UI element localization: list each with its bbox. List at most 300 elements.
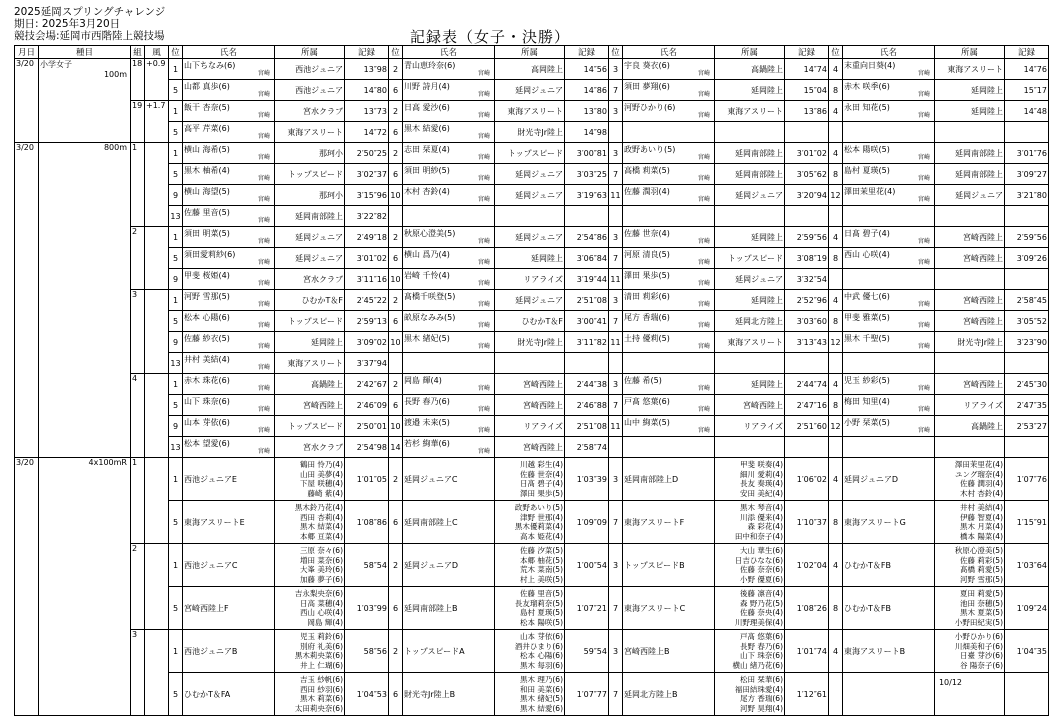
athlete-name: 清田 莉彩(6) [624,292,670,301]
team-member: 佐藤 潤羽(4) [959,479,1003,488]
place-cell: 12 [829,185,843,206]
place-cell: 2 [389,630,403,673]
place-cell: 6 [389,587,403,630]
prefecture: 宮崎 [917,238,930,245]
team-member: 髙橋 莉愛(5) [959,565,1003,574]
affiliation-cell: リアライズ [715,416,785,437]
team-member: 黒木 琴音(4) [739,503,783,512]
record-cell: 2′58″74 [565,437,609,458]
team-member: 松本 心陽(6) [519,651,563,660]
athlete-name: 松本 心陽(6) [184,313,230,322]
affiliation-cell: 延岡南部陸上 [275,206,345,227]
affiliation-cell: トップスピード [275,164,345,185]
affiliation-cell: 東海アスリート [275,353,345,374]
record-cell: 58″56 [345,630,389,673]
affiliation-cell: 宮崎西陸上 [935,311,1005,332]
place-cell: 1 [169,227,183,248]
place-cell: 6 [389,164,403,185]
record-cell: 15″04 [785,80,829,101]
team-member: 佐藤 奈奈(6) [739,565,783,574]
athlete-name: 高橋 莉菜(5) [624,166,670,175]
prefecture: 宮崎 [257,427,270,434]
athlete-cell [183,206,275,227]
affiliation-cell: 高岡陸上 [495,59,565,80]
team-member: 岡島 輝(4) [307,617,343,627]
athlete-cell [403,353,495,374]
place-cell [609,437,623,458]
athlete-cell [183,101,275,122]
event-distance: 100m [103,70,127,79]
prefecture: 宮崎 [257,217,270,224]
team-members [495,501,565,544]
record-cell: 2′51″08 [565,290,609,311]
affiliation-cell: 財光寺Jr陸上 [495,122,565,143]
team-name: 西池ジュニアE [183,458,275,501]
team-members [275,544,345,587]
team-member: 大峯 美玲(6) [299,565,343,574]
wind-reading [145,374,169,458]
athlete-cell [183,80,275,101]
result-row [15,101,1049,122]
record-cell: 2′59″56 [1005,227,1049,248]
team-member: 太田莉央奈(6) [294,703,343,713]
team-member: 秋原心澄美(5) [954,546,1003,555]
team-member: 西山 心咲(4) [299,608,343,617]
record-cell [1005,206,1049,227]
record-cell: 2′50″25 [345,143,389,164]
place-cell: 10 [389,416,403,437]
record-cell: 2′47″16 [785,395,829,416]
affiliation-cell: 延岡ジュニア [495,227,565,248]
record-cell: 3′01″02 [345,248,389,269]
wind-reading [145,143,169,227]
col-affiliation: 所属 [715,46,785,59]
place-cell: 8 [829,395,843,416]
athlete-cell [623,353,715,374]
record-cell: 1′04″35 [1005,630,1049,673]
affiliation-cell: 宮崎西陸上 [935,374,1005,395]
affiliation-cell: 延岡陸上 [715,290,785,311]
place-cell: 6 [389,80,403,101]
affiliation-cell: 延岡陸上 [715,374,785,395]
heat-number: 19 [131,101,145,143]
athlete-cell [623,395,715,416]
athlete-cell [843,59,935,80]
athlete-cell [403,122,495,143]
record-cell: 1′15″91 [1005,501,1049,544]
col-name: 氏名 [403,46,495,59]
result-row [15,395,1049,416]
place-cell: 1 [169,544,183,587]
athlete-cell [183,143,275,164]
affiliation-cell: 西池ジュニア [275,80,345,101]
record-cell: 13″86 [785,101,829,122]
place-cell: 13 [169,437,183,458]
place-cell: 7 [609,501,623,544]
athlete-cell [623,185,715,206]
team-member: 和田 美菜(6) [519,684,563,694]
prefecture: 宮崎 [697,112,710,119]
place-cell: 2 [389,101,403,122]
record-cell: 3′09″26 [1005,248,1049,269]
affiliation-cell: 延岡南部陸上 [715,164,785,185]
col-record: 記録 [565,46,609,59]
team-members [275,587,345,630]
place-cell: 1 [169,458,183,501]
place-cell: 5 [169,122,183,143]
affiliation-cell: 延岡陸上 [715,80,785,101]
affiliation-cell [935,269,1005,290]
record-cell: 1′00″54 [565,544,609,587]
team-member: 川畑美和子(6) [954,641,1003,651]
affiliation-cell: 宮崎西陸上 [715,395,785,416]
record-cell: 2′45″30 [1005,374,1049,395]
team-member: 福田結珠愛(4) [734,684,783,694]
team-member: 吉玉 紗帆(6) [299,675,343,684]
prefecture: 宮崎 [477,196,490,203]
prefecture: 宮崎 [477,133,490,140]
record-cell: 3′20″94 [785,185,829,206]
team-member: 山田 美夢(4) [299,469,343,479]
prefecture: 宮崎 [917,175,930,182]
team-member: 戸髙 悠葉(6) [739,632,783,641]
team-name: トップスピードB [623,544,715,587]
place-cell [829,122,843,143]
affiliation-cell: 延岡北方陸上 [715,311,785,332]
team-member: 荒木 菜南(5) [519,565,563,574]
athlete-name: 河野ひかり(6) [624,103,676,112]
record-cell: 1′01″74 [785,630,829,673]
place-cell: 6 [389,248,403,269]
prefecture: 宮崎 [477,70,490,77]
record-cell: 14″76 [1005,59,1049,80]
athlete-cell [843,164,935,185]
result-row [15,143,1049,164]
athlete-name: 横山 爲乃(4) [404,250,450,259]
record-cell: 14″86 [565,80,609,101]
record-cell [785,353,829,374]
affiliation-cell: リアライズ [935,395,1005,416]
team-member: 田中和奈子(4) [734,531,783,541]
team-members [275,630,345,673]
team-members [275,673,345,716]
affiliation-cell: ひむかT＆F [495,311,565,332]
team-name: 延岡南部陸上B [403,587,495,630]
relay-row [15,501,1049,544]
team-member: 黒木優莉菜(4) [514,522,563,531]
athlete-name: 川野 詩月(4) [404,82,450,91]
record-cell: 2′54″86 [565,227,609,248]
athlete-cell [623,248,715,269]
athlete-name: 畝原なみみ(5) [404,313,456,322]
place-cell: 7 [609,673,623,716]
affiliation-cell: 財光寺Jr陸上 [935,332,1005,353]
place-cell: 1 [169,59,183,80]
affiliation-cell: 延岡南部陸上 [935,164,1005,185]
place-cell [389,353,403,374]
result-row [15,416,1049,437]
prefecture: 宮崎 [477,238,490,245]
affiliation-cell: 延岡ジュニア [275,248,345,269]
team-member: 横山 緒乃花(6) [732,660,783,670]
athlete-cell [403,80,495,101]
athlete-name: 松本 望愛(6) [184,439,230,448]
team-members [935,544,1005,587]
athlete-cell [403,206,495,227]
athlete-cell [183,290,275,311]
athlete-cell [843,122,935,143]
place-cell: 10 [389,269,403,290]
heat-number: 3 [131,630,145,716]
team-name: 延岡南部陸上D [623,458,715,501]
athlete-cell [403,269,495,290]
record-cell [1005,269,1049,290]
table-header-row [15,46,1049,59]
event-distance: 4x100mR [88,458,127,467]
athlete-cell [183,122,275,143]
athlete-name: 梅田 知里(4) [844,397,890,406]
affiliation-cell: 那珂小 [275,143,345,164]
athlete-name: 黒木 柚希(4) [184,166,230,175]
result-row [15,164,1049,185]
record-cell: 1′06″02 [785,458,829,501]
team-member: 黒木 結愛(6) [519,703,563,713]
col-affiliation: 所属 [935,46,1005,59]
team-member: 小野 優夏(6) [739,574,783,584]
place-cell: 9 [169,269,183,290]
place-cell: 2 [389,544,403,587]
record-cell: 2′59″13 [345,311,389,332]
athlete-cell [623,416,715,437]
team-name: 東海アスリートG [843,501,935,544]
prefecture: 宮崎 [477,280,490,287]
record-cell: 59″54 [565,630,609,673]
team-member: 橋本 陽菜(4) [959,531,1003,541]
place-cell: 4 [829,544,843,587]
team-member: 山本 芽依(6) [519,632,563,641]
place-cell: 6 [389,122,403,143]
athlete-name: 尾方 香瑞(6) [624,313,670,322]
record-cell: 3′11″82 [565,332,609,353]
affiliation-cell: 延岡陸上 [495,248,565,269]
prefecture: 宮崎 [697,385,710,392]
athlete-cell [843,101,935,122]
team-member: 澤田 果歩(5) [519,488,563,498]
athlete-name: 河野 雪那(5) [184,292,230,301]
athlete-name: 岩崎 千怜(4) [404,271,450,280]
place-cell: 4 [829,143,843,164]
team-members [275,458,345,501]
record-cell: 2′53″27 [1005,416,1049,437]
place-cell: 10 [389,332,403,353]
athlete-cell [623,122,715,143]
record-cell: 2′50″01 [345,416,389,437]
athlete-name: 若杉 絢華(6) [404,439,450,448]
wind-reading [145,227,169,290]
team-members [495,587,565,630]
athlete-cell [403,416,495,437]
prefecture: 宮崎 [697,175,710,182]
team-member: 増田 菜奈(6) [299,555,343,565]
place-cell: 3 [609,290,623,311]
affiliation-cell: 延岡ジュニア [495,185,565,206]
team-member: 川越 彩生(4) [519,460,563,469]
record-cell: 1′09″24 [1005,587,1049,630]
athlete-name: 佐藤 希(5) [624,376,662,385]
record-cell: 1′03″39 [565,458,609,501]
col-name: 氏名 [183,46,275,59]
heat-number: 2 [131,544,145,630]
team-member: 日髙 碧子(4) [519,479,563,488]
prefecture: 宮崎 [477,112,490,119]
place-cell: 11 [609,185,623,206]
athlete-cell [183,437,275,458]
athlete-name: 木村 杏鈴(4) [404,187,450,196]
record-cell: 2′47″35 [1005,395,1049,416]
athlete-name: 島村 夏瑛(5) [844,166,890,175]
team-member: 本郷 亘菜(4) [299,531,343,541]
team-member: ユング瑠奈(4) [955,469,1003,479]
team-member: 甲斐 咲奏(4) [739,460,783,469]
affiliation-cell: 延岡ジュニア [715,269,785,290]
prefecture: 宮崎 [917,427,930,434]
place-cell [829,206,843,227]
place-cell: 1 [169,143,183,164]
team-member: 日臺 芽沙(6) [959,651,1003,660]
record-cell [565,206,609,227]
place-cell [829,269,843,290]
meet-venue: 競技会場:延岡市西階陸上競技場 [14,30,165,42]
team-members [495,673,565,716]
athlete-name: 山中 絢菜(5) [624,418,670,427]
prefecture: 宮崎 [477,301,490,308]
place-cell: 3 [609,101,623,122]
prefecture: 宮崎 [257,112,270,119]
affiliation-cell [935,437,1005,458]
affiliation-cell: 宮崎西陸上 [935,248,1005,269]
team-member: 井村 美結(4) [959,503,1003,512]
page-title: 記録表（女子・決勝） [409,28,570,46]
affiliation-cell [715,206,785,227]
heat-number: 18 [131,59,145,101]
place-cell: 13 [169,206,183,227]
affiliation-cell: 宮崎西陸上 [935,227,1005,248]
athlete-cell [843,269,935,290]
team-member: 黒木 每羽(6) [519,660,563,670]
team-members [935,458,1005,501]
athlete-name: 西山 心咲(4) [844,250,890,259]
record-cell [1005,122,1049,143]
place-cell: 8 [829,248,843,269]
team-name: 延岡北方陸上B [623,673,715,716]
place-cell: 8 [829,311,843,332]
team-member: 鶴田 怜乃(4) [299,460,343,469]
team-name: 東海アスリートB [843,630,935,673]
wind-reading [145,458,169,544]
team-member: 安田 美紀(4) [739,488,783,498]
team-member: 酒井ひまり(6) [514,641,563,651]
place-cell: 3 [609,630,623,673]
record-cell [785,206,829,227]
team-members [275,501,345,544]
prefecture: 宮崎 [477,175,490,182]
place-cell: 1 [169,290,183,311]
team-name: ひむかT＆FB [843,587,935,630]
record-cell: 2′45″22 [345,290,389,311]
affiliation-cell: 那珂小 [275,185,345,206]
record-cell [565,353,609,374]
place-cell: 7 [609,164,623,185]
team-name: 宮崎西陸上F [183,587,275,630]
team-name [843,673,935,716]
team-member: 日高 菜穂(4) [299,598,343,608]
place-cell: 5 [169,673,183,716]
affiliation-cell: 宮水クラブ [275,269,345,290]
team-name: 西池ジュニアC [183,544,275,587]
prefecture: 宮崎 [477,154,490,161]
team-name: 東海アスリートF [623,501,715,544]
athlete-cell [843,416,935,437]
affiliation-cell [715,122,785,143]
team-members [935,630,1005,673]
prefecture: 宮崎 [917,91,930,98]
place-cell: 1 [169,630,183,673]
record-cell [1005,673,1049,716]
result-row [15,269,1049,290]
place-cell: 2 [389,143,403,164]
team-member: 黒木 莉菜(6) [299,694,343,703]
team-member: 児玉 莉鈴(6) [299,632,343,641]
record-cell: 13″73 [345,101,389,122]
wind-reading [145,630,169,716]
col-place: 位 [389,46,403,59]
col-place: 位 [609,46,623,59]
team-member: 井上 仁瑚(6) [299,660,343,670]
record-cell [785,437,829,458]
affiliation-cell: 宮崎西陸上 [935,290,1005,311]
athlete-name: 末重向日葵(4) [844,61,896,70]
prefecture: 宮崎 [257,238,270,245]
place-cell: 5 [169,164,183,185]
athlete-cell [183,374,275,395]
athlete-name: 政野あいり(5) [624,145,676,154]
affiliation-cell [935,122,1005,143]
affiliation-cell: 高鍋陸上 [275,374,345,395]
heat-number: 2 [131,227,145,290]
affiliation-cell [935,206,1005,227]
team-member: 島村 夏瑛(5) [519,608,563,617]
place-cell: 3 [609,227,623,248]
team-member: 黒木 結菜(4) [299,522,343,531]
record-cell: 3′11″16 [345,269,389,290]
athlete-cell [183,332,275,353]
prefecture: 宮崎 [917,385,930,392]
athlete-cell [843,437,935,458]
affiliation-cell: 東海アスリート [275,122,345,143]
affiliation-cell [935,353,1005,374]
affiliation-cell: トップスピード [495,143,565,164]
wind-reading: +0.9 [145,59,169,101]
athlete-name: 岡島 輝(4) [404,376,442,385]
prefecture: 宮崎 [257,406,270,413]
affiliation-cell: 延岡ジュニア [715,185,785,206]
prefecture: 宮崎 [697,154,710,161]
athlete-cell [623,374,715,395]
record-cell: 3′21″80 [1005,185,1049,206]
team-member: 村上 美咲(5) [519,574,563,584]
athlete-name: 佐藤 紗衣(5) [184,334,230,343]
athlete-cell [623,206,715,227]
